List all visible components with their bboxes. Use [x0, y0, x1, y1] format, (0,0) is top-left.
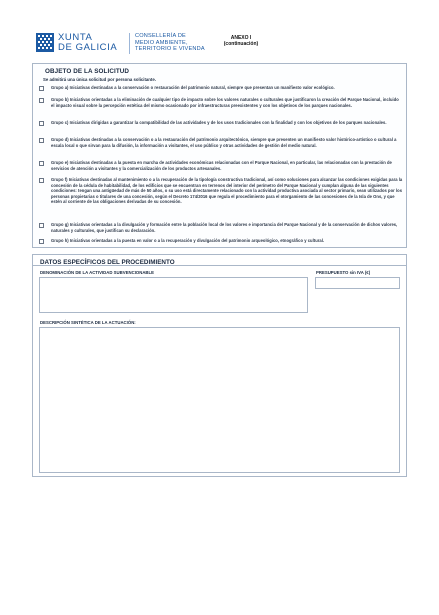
logo-wordmark: XUNTA DE GALICIA	[58, 32, 118, 53]
option-label: Grupo a) Iniciativas destinadas a la conservación o restauración del patrimonio natural, siempre que presentan un manifiesto valor ecológico.	[51, 85, 335, 90]
checkbox[interactable]	[39, 98, 44, 103]
checkbox[interactable]	[39, 121, 44, 126]
option-label: Grupo e) Iniciativas destinadas a la puesta en marcha de actividades económicas relacionadas con el Parque Nacional, en particular, las relacionadas con la prestación de servicios de atención a visitantes y la comercialización de los productos artesanales.	[51, 160, 392, 171]
logo-divider	[129, 33, 130, 54]
option-label: Grupo g) Iniciativas orientadas a la divulgación y formación entre la población local de los valores e importancia del Parque Nacional y de la conservación de dichos valores, naturales y culturales, que justifican su declaración.	[51, 222, 398, 233]
option-label: Grupo f) Iniciativas destinadas al mantenimiento o a la recuperación de la tipología constructiva tradicional, así como soluciones para alcanzar las condiciones exigidas para la concesión de la cédula de habitabilidad, de los edificios que se encuentran en terrenos del interior del perímetro del Parque Nacional y cumplan alguna de las siguientes condiciones: tengan una antigüedad de más de 50 años, o su uso está directamente relacionado con la actividad productiva asociada al sector primario, sean utilizados por los personas propietarias o titulares de una concesión, según el Decreto 174/2016 que regula el procedimiento para el otorgamiento de las concesiones de la Isla de Ons, y que estén al corriente de las obligaciones derivadas de su concesión.	[51, 177, 403, 205]
checkbox[interactable]	[39, 138, 44, 143]
xunta-logo	[36, 32, 205, 53]
option-label: Grupo d) Iniciativas destinadas a la conservación o a la restauración del patrimonio arquitectónico, siempre que presenten un manifiesto valor histórico-artístico o cultural a escala local o que sirvan para la difusión, la información a visitantes, el uso público y otras actividades de gestión del medio natural.	[51, 137, 397, 148]
grupo-c-option[interactable]	[39, 120, 403, 126]
grupo-d-option[interactable]	[39, 137, 403, 148]
grupo-f-option[interactable]	[39, 177, 403, 205]
checkbox[interactable]	[39, 178, 44, 183]
option-label: Grupo b) Iniciativas orientadas a la eliminación de cualquier tipo de impacto sobre los valores naturales o culturales que justificaron la creación del Parque Nacional, incluido el impacto visual sobre la percepción estética del mismo ocasionado por infraestructuras preexistentes y con los objetivos de los parques nacionales.	[51, 97, 399, 108]
section-title: OBJETO DE LA SOLICITUD	[45, 68, 130, 75]
consellaria-name: CONSELLERÍA DE MEDIO AMBIENTE, TERRITORIO E VIVENDA	[135, 33, 205, 52]
section-subtitle: Se admitirá una única solicitud por persona solicitante.	[43, 77, 156, 82]
checkbox[interactable]	[39, 161, 44, 166]
grupo-g-option[interactable]	[39, 222, 403, 233]
option-label: Grupo h) Iniciativas orientadas a la puesta en valor o a la recuperación y divulgación del patrimonio arqueológico, etnográfico y cultural.	[51, 238, 325, 243]
xunta-crest-icon	[36, 33, 54, 52]
annex-heading: ANEXO I (continuación)	[223, 35, 259, 47]
presupuesto-label: PRESUPUESTO sin IVA (€)	[316, 270, 371, 275]
checkbox[interactable]	[39, 223, 44, 228]
descripcion-field[interactable]	[39, 327, 400, 473]
option-label: Grupo c) Iniciativas dirigidas a garantizar la compatibilidad de las actividades y de los usos tradicionales con la finalidad y con los objetivos de los parques nacionales.	[51, 120, 387, 125]
objeto-solicitud-section	[32, 63, 407, 248]
section-title: DATOS ESPECÍFICOS DEL PROCEDIMIENTO	[40, 259, 175, 266]
grupo-a-option[interactable]	[39, 85, 403, 91]
checkbox[interactable]	[39, 239, 44, 244]
denominacion-field[interactable]	[39, 277, 308, 313]
presupuesto-field[interactable]	[315, 277, 400, 289]
grupo-b-option[interactable]	[39, 97, 403, 108]
denominacion-label: DENOMINACIÓN DE LA ACTIVIDAD SUBVENCIONABLE	[40, 270, 155, 275]
grupo-e-option[interactable]	[39, 160, 403, 171]
grupo-h-option[interactable]	[39, 238, 403, 244]
checkbox[interactable]	[39, 86, 44, 91]
descripcion-label: DESCRIPCIÓN SINTÉTICA DE LA ACTUACIÓN:	[40, 320, 136, 325]
